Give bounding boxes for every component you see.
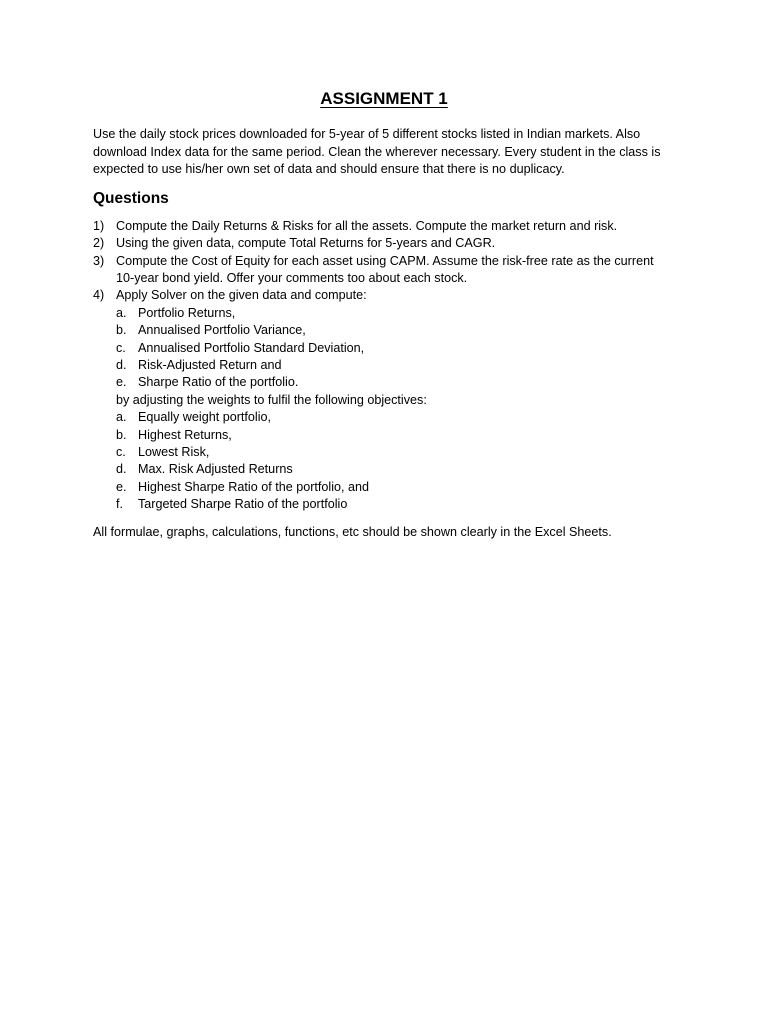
item-letter: f. <box>116 497 123 512</box>
compute-item <box>116 357 675 374</box>
question-item <box>93 253 675 288</box>
objective-item <box>116 444 675 461</box>
item-text: Max. Risk Adjusted Returns <box>138 462 293 477</box>
compute-item <box>116 374 675 391</box>
compute-item <box>116 305 675 322</box>
item-letter: e. <box>116 479 127 494</box>
objective-item <box>116 496 675 513</box>
question-text: Compute the Cost of Equity for each asset using CAPM. Assume the risk-free rate as the current 10-year bond yield. Offer your comments too about each stock. <box>116 253 654 285</box>
question-item <box>93 287 675 513</box>
item-letter: e. <box>116 375 127 390</box>
question-4-body <box>116 287 675 513</box>
item-letter: b. <box>116 427 127 442</box>
objective-item <box>116 409 675 426</box>
compute-item <box>116 322 675 339</box>
objective-item <box>116 461 675 478</box>
compute-item <box>116 340 675 357</box>
objectives-intro: by adjusting the weights to fulfil the following objectives: <box>116 392 427 407</box>
question-number: 3) <box>93 253 105 268</box>
intro-paragraph: Use the daily stock prices downloaded for 5-year of 5 different stocks listed in Indian markets. Also download Index data for the same period. Clean the wherever necessary. Every student in the class is expected to use his/her own set of data and should ensure that there is no duplicacy. <box>93 127 661 177</box>
item-letter: d. <box>116 358 127 373</box>
item-letter: d. <box>116 462 127 477</box>
question-number: 1) <box>93 218 105 233</box>
questions-heading: Questions <box>93 189 169 207</box>
question-item <box>93 218 675 235</box>
objectives-list <box>116 409 675 513</box>
question-item <box>93 235 675 252</box>
item-letter: c. <box>116 340 126 355</box>
item-text: Targeted Sharpe Ratio of the portfolio <box>138 497 348 512</box>
question-text: Apply Solver on the given data and compute: <box>116 288 367 303</box>
document-title: ASSIGNMENT 1 <box>320 89 448 108</box>
item-text: Equally weight portfolio, <box>138 410 272 425</box>
item-text: Annualised Portfolio Variance, <box>138 323 306 338</box>
item-letter: b. <box>116 323 127 338</box>
item-letter: a. <box>116 305 127 320</box>
item-text: Sharpe Ratio of the portfolio. <box>138 375 299 390</box>
item-text: Lowest Risk, <box>138 445 210 460</box>
question-text: Compute the Daily Returns & Risks for all the assets. Compute the market return and risk. <box>116 218 618 233</box>
closing-paragraph: All formulae, graphs, calculations, functions, etc should be shown clearly in the Excel Sheets. <box>93 524 612 539</box>
item-text: Risk-Adjusted Return and <box>138 358 282 373</box>
question-number: 4) <box>93 288 105 303</box>
item-letter: a. <box>116 410 127 425</box>
questions-list <box>93 218 675 514</box>
item-text: Highest Sharpe Ratio of the portfolio, and <box>138 479 370 494</box>
objective-item <box>116 479 675 496</box>
item-letter: c. <box>116 445 126 460</box>
item-text: Portfolio Returns, <box>138 305 236 320</box>
objective-item <box>116 427 675 444</box>
item-text: Annualised Portfolio Standard Deviation, <box>138 340 365 355</box>
compute-items-list <box>116 305 675 392</box>
question-text: Using the given data, compute Total Returns for 5-years and CAGR. <box>116 236 496 251</box>
item-text: Highest Returns, <box>138 427 232 442</box>
question-number: 2) <box>93 236 105 251</box>
